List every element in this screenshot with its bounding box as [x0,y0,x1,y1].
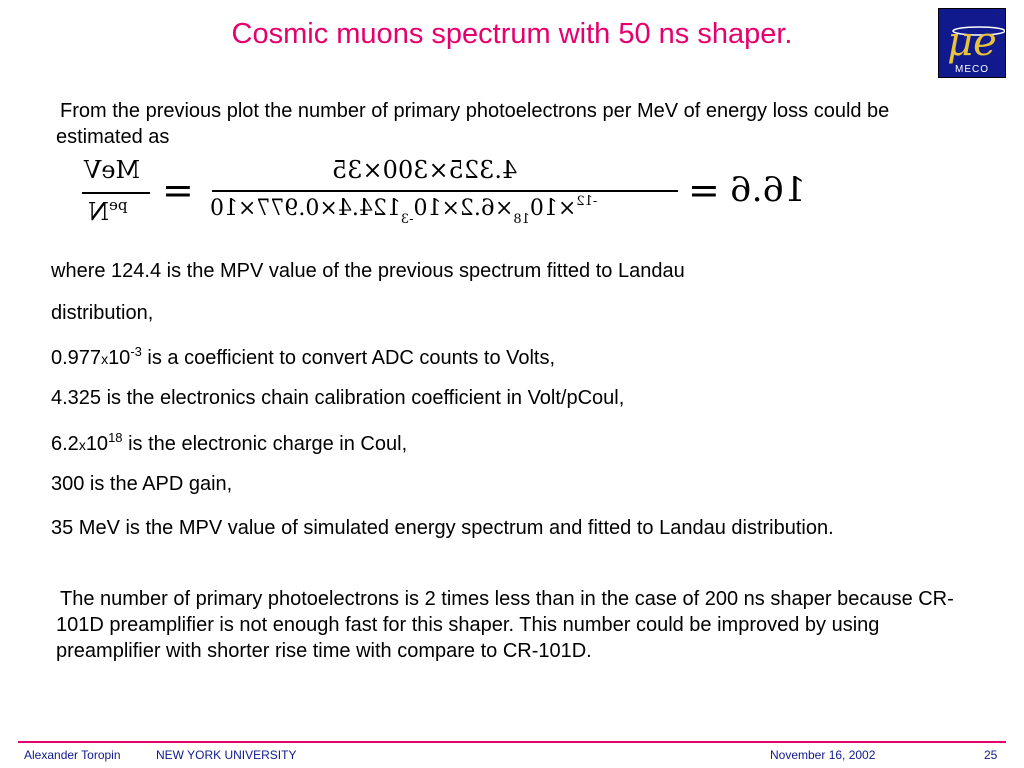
footer-author: Alexander Toropin [24,748,121,762]
explanation-line-5: $6.2x10^{18}$ is the electronic charge in Coul, [51,430,408,455]
footer-page-number: 25 [984,748,998,762]
explanation-line-3: $0.977x10^{-3}$ is a coefficient to convert ADC counts to Volts, [51,344,556,369]
meco-logo [938,8,1006,78]
lhs-numerator: MeV [84,156,141,184]
lhs-denominator-main: N [88,198,109,226]
equation-result: 16.6 [730,170,806,210]
footer-date: November 16, 2002 [770,748,876,762]
explanation-line-7: 35 MeV is the MPV value of simulated energy spectrum and fitted to Landau distribution. [51,517,834,539]
explanation-line-2: distribution, [51,302,154,324]
main-numerator: 4.325×300×35 [332,156,518,184]
meco-logo-graphic [939,9,1005,77]
equals-sign-2: = [688,168,720,212]
intro-text: From the previous plot the number of primary photoelectrons per MeV of energy loss could be estimated as [56,100,890,148]
lhs-denominator [88,196,127,226]
footer-rule [18,741,1006,743]
explanation-line-6: 300 is the APD gain, [51,473,233,495]
equals-sign-1: = [162,168,194,212]
lhs-denominator-sub: pe [109,196,128,214]
conclusion-paragraph: The number of primary photoelectrons is 2 times less than in the case of 200 ns shaper because CR-101D preamplifier is not enough fast for this shaper. This number could be improved by using preamplifier with shorter rise time with compare to CR-101D. [56,588,954,662]
slide-title: Cosmic muons spectrum with 50 ns shaper. [231,18,793,50]
main-denominator: $^{-12}\times 10_{18}\times 6.2\times 10_{-3}124.4\times 0.977\times 10$ [210,194,598,227]
lhs-fraction-bar [82,192,150,194]
explanation-line-4: 4.325 is the electronics chain calibration coefficient in Volt/pCoul, [51,387,625,409]
main-fraction-bar [212,190,678,192]
logo-caption: MECO [955,64,989,75]
logo-symbol: μe [947,19,997,65]
explanation-line-1: where 124.4 is the MPV value of the previous spectrum fitted to Landau [51,260,685,282]
footer-organization: NEW YORK UNIVERSITY [156,748,297,762]
photoelectron-equation [70,156,850,236]
